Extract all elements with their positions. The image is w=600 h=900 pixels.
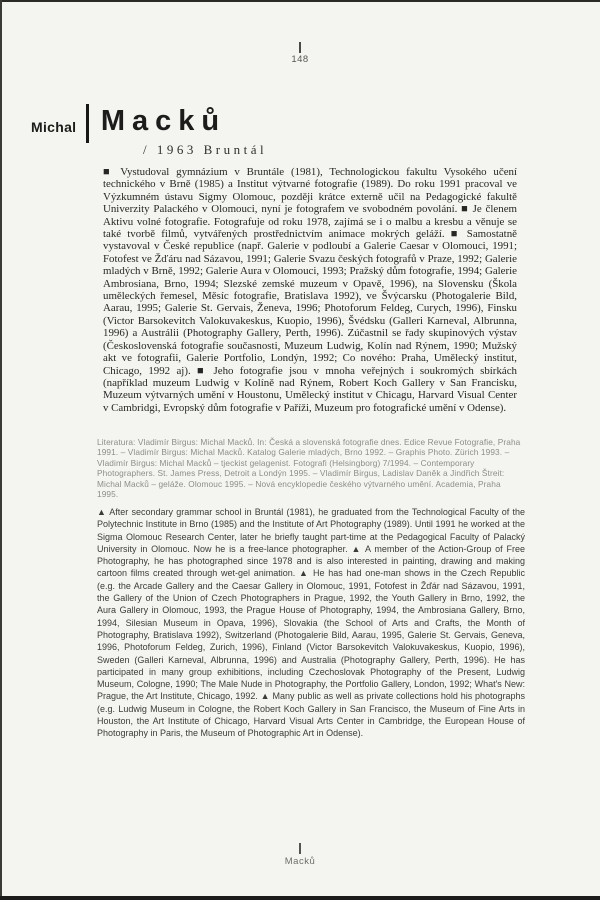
- biography-english: ▲ After secondary grammar school in Bruntál (1981), he graduated from the Technological Faculty of the Polytechnic Institute in Brno (1985) and the Institute of Art Photography (1989). Until 1991 he worked at the Sigma Olomouc Research Center, later he briefly taught part-time at the Pedagogical Faculty of Palacký University in Olomouc. Now he is a free-lance photographer. ▲ A member of the Action-Group of Free Photography, he has photographed since 1978 and is also interested in painting, drawing and making cartoon films created through wet-gel animation. ▲ He has had one-man shows in the Czech Republic (e.g. the Arcade Gallery and the Caesar Gallery in Olomouc, 1991, Fotofest in Žďár nad Sázavou, 1991, the Gallery of the Union of Czech Photographers in Prague, 1992, the Youth Gallery in Brno, 1992, the Aura Gallery in Olomouc, 1993, the Prague House of Photography, 1994, the Ambrosiana Gallery, Brno, 1994, Silesian Museum in Opava, 1996), Slovakia (the School of Arts and Crafts, the Month of Photography, Bratislava 1992), Switzerland (Photogalerie Bild, Aarau, 1995, Galerie St. Gervais, Geneva, 1996, Photoforum Feldeg, Zurich, 1996), Finland (Victor Barsokevitch Valokuvakeskus, Kuopio, 1996), Sweden (Galleri Karneval, Albrunna, 1996) and Australia (Photography Gallery, Perth, 1996). He has participated in many group exhibitions, including Czechoslovak Photography of the Present, Ludwig Museum, Cologne, 1990; The Male Nude in Photography, the Portfolio Gallery, London, 1992; What's New: Prague, the Art Institute, Chicago, 1992. ▲ Many public as well as private collections hold his photographs (e.g. Ludwig Museum in Cologne, the Robert Koch Gallery in San Francisco, the Museum of Fine Arts in Houston, the Art Institute of Chicago, Harvard Visual Arts Center in Cambridge, the European House of Photography in Paris, the Museum of Photographic Art in Odense).: [97, 507, 525, 739]
- scan-edge-left: [0, 0, 2, 900]
- biography-czech: ■ Vystudoval gymnázium v Bruntále (1981), Technologickou fakultu Vysokého učení technického v Brně (1985) a Institut výtvarné fotografie (1989). Do roku 1991 pracoval ve Výzkumném ústavu Sigmy Olomouc, později krátce externě učil na Pedagogické fakultě Univerzity Palackého v Olomouci, nyní je fotografem ve svobodném povolání. ■ Je členem Aktivu volné fotografie. Fotografuje od roku 1978, zajímá se i o malbu a kresbu a věnuje se také tvorbě filmů, vytvářených prostřednictvím animace mokrých geláží. ■ Samostatně vystavoval v České republice (např. Galerie v podloubí a Galerie Caesar v Olomouci, 1991; Fotofest ve Žďáru nad Sázavou, 1991; Galerie Svazu českých fotografů v Praze, 1992; Galerie mladých v Brně, 1992; Galerie Aura v Olomouci, 1993; Pražský dům fotografie, 1994; Galerie Ambrosiana, Brno, 1994; Slezské zemské muzeum v Opavě, 1996), na Slovensku (Škola uměleckých řemesel, Měsíc fotografie, Bratislava 1992), ve Švýcarsku (Photogalerie Bild, Aarau, 1995; Galerie St. Gervais, Ženeva, 1996; Photoforum Feldeg, Curych, 1996), Finsku (Victor Barsokevitch Valokuvakeskus, Kuopio, 1996), Švédsku (Galleri Karneval, Albrunna, 1996) a Austrálii (Photography Gallery, Perth, 1996). Zúčastnil se řady skupinových výstav (Československá fotografie současnosti, Muzeum Ludwig, Kolín nad Rýnem, 1990; Mužský akt ve fotografii, Galerie Portfolio, Londýn, 1992; Co nového: Praha, Umělecký institut, Chicago, 1992 aj). ■ Jeho fotografie jsou v mnoha veřejných i soukromých sbírkách (například muzeum Ludwig v Kolíně nad Rýnem, Robert Koch Gallery v San Francisku, Muzeum výtvarných umění v Houstonu, Umělecký institut v Chicagu, Harvard Visual Center v Cambridgi, Evropský dům fotografie v Paříži, Muzeum pro fotografické umění v Odense).: [103, 166, 517, 414]
- footer-block: [0, 843, 600, 867]
- footer-artist-label: Macků: [284, 856, 316, 867]
- page-number-block: [0, 42, 600, 65]
- artist-heading: [31, 104, 226, 143]
- name-divider-bar: [86, 104, 89, 143]
- literature-references: Literatura: Vladimír Birgus: Michal Macků. In: Česká a slovenská fotografie dnes. Edice Revue Fotografie, Praha 1991. – Vladimír Birgus: Michal Macků. Katalog Galerie mladých, Brno 1992. – Graphis Photo. Zürich 1993. – Vladimír Birgus: Michal Macků – tjeckist gelagenist. Fotografi (Helsingborg) 7/1994. – Contemporary Photographers. St. James Press, Detroit a Londýn 1995. – Vladimír Birgus, Ladislav Daněk a Jindřich Štreit: Michal Macků – geláže. Olomouc 1995. – Nová encyklopedie českého výtvarného umění. Academia, Praha 1995.: [97, 437, 521, 500]
- artist-first-name: Michal: [31, 119, 77, 135]
- scan-edge-top: [0, 0, 600, 2]
- scan-edge-bottom: [0, 896, 600, 900]
- artist-last-name: Macků: [100, 105, 227, 137]
- page-number-tick: [299, 42, 301, 53]
- footer-tick: [299, 843, 301, 854]
- artist-birth-line: / 1963 Bruntál: [143, 142, 268, 157]
- page-number: 148: [291, 54, 309, 65]
